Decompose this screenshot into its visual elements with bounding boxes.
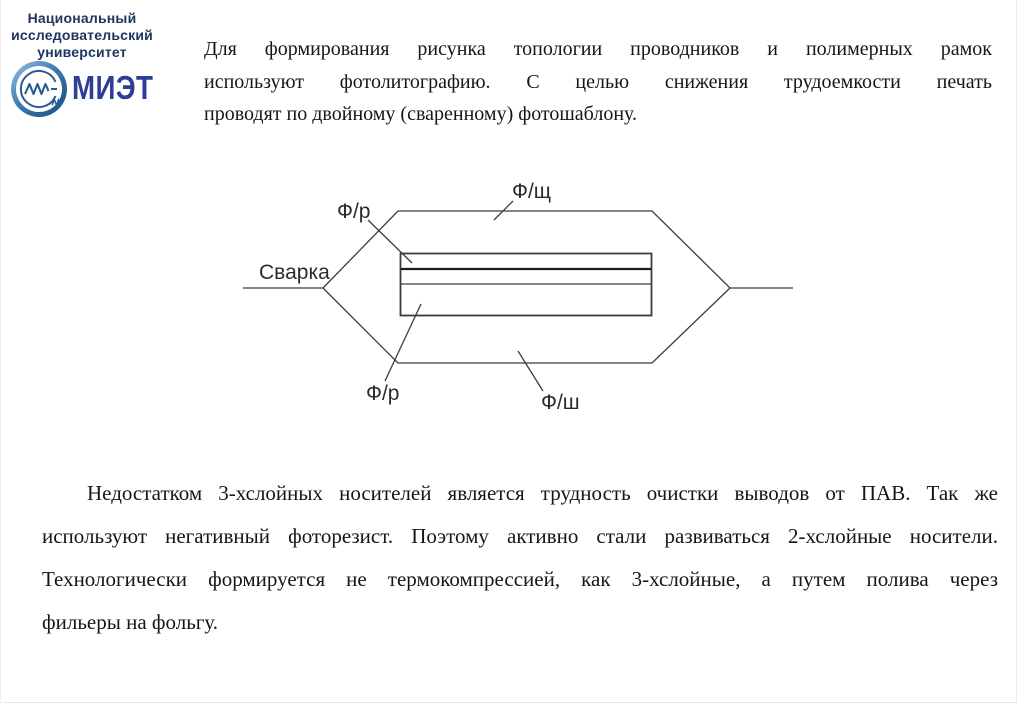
university-name-line1: Национальный <box>27 10 137 26</box>
miet-acronym: МИЭТ <box>72 69 154 106</box>
intro-line: используют фотолитографию. С целью снижения трудоемкости печать <box>204 70 992 93</box>
body-line: Технологически формируется не термокомпрессией, как 3-хслойные, а путем полива через <box>42 567 998 591</box>
leader-top-photoresist <box>368 220 412 263</box>
leader-bottom-mask <box>518 351 543 391</box>
label-top-mask: Ф/щ <box>512 180 552 203</box>
intro-line: проводят по двойному (сваренному) фотошаблону. <box>204 103 638 125</box>
label-bottom-photoresist: Ф/р <box>366 382 400 405</box>
body-paragraph <box>42 472 998 644</box>
label-weld: Сварка <box>259 261 330 284</box>
intro-line: Для формирования рисунка топологии проводников и полимерных рамок <box>204 38 992 60</box>
body-line: фильеры на фольгу. <box>42 610 219 634</box>
university-name-line2: исследовательский <box>11 27 153 43</box>
diagram-hexagon-bottom-outline <box>323 288 730 363</box>
university-name-line3: университет <box>37 44 127 60</box>
body-line: используют негативный фоторезист. Поэтому активно стали развиваться 2-хслойные носители. <box>42 524 998 548</box>
label-top-photoresist: Ф/р <box>337 200 371 223</box>
label-bottom-mask: Ф/ш <box>541 391 580 414</box>
body-line: Недостатком 3-хслойных носителей является трудность очистки выводов от ПАВ. Так же <box>87 481 998 505</box>
